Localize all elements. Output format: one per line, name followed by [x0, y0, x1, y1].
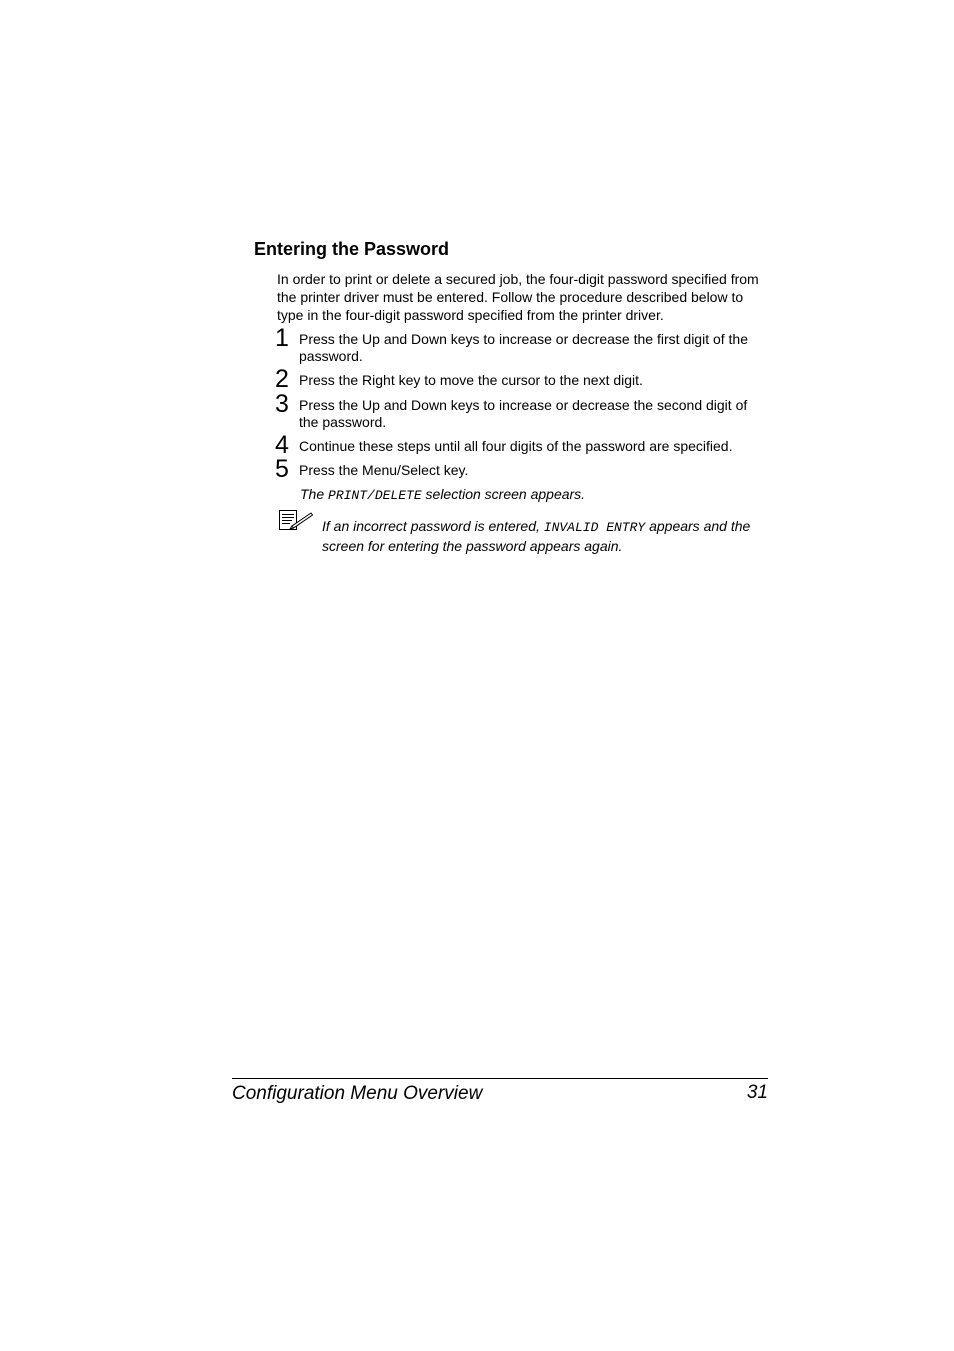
step-number: 1 — [275, 324, 289, 352]
step-number: 5 — [275, 455, 289, 483]
note-prefix: If an incorrect password is entered, — [322, 518, 540, 534]
result-suffix: selection screen appears. — [425, 486, 586, 502]
note-text — [322, 517, 770, 555]
step-result — [300, 485, 585, 505]
result-prefix: The — [300, 486, 325, 502]
section-title: Entering the Password — [254, 239, 450, 259]
result-code: PRINT/DELETE — [328, 488, 422, 503]
note-suffix: appears and the screen for entering the password appears again. — [322, 518, 751, 554]
step-number: 2 — [275, 365, 289, 393]
step-text: Press the Up and Down keys to increase or decrease the second digit of the password. — [299, 397, 748, 430]
intro-paragraph: In order to print or delete a secured job, the four-digit password specified from the printer driver must be entered. Follow the procedure described below to type in the four-digit password specified from the printer driver. — [277, 271, 759, 323]
step-text: Press the Up and Down keys to increase or decrease the first digit of the password. — [299, 331, 749, 364]
step-number: 3 — [275, 390, 289, 418]
step-text: Press the Menu/Select key. — [299, 462, 469, 478]
note-code: INVALID ENTRY — [543, 520, 646, 535]
note-pencil-icon — [278, 509, 314, 531]
step-text: Continue these steps until all four digits of the password are specified. — [299, 438, 733, 454]
footer-title: Configuration Menu Overview — [232, 1083, 483, 1104]
step-number: 4 — [275, 431, 289, 459]
step-text: Press the Right key to move the cursor to the next digit. — [299, 372, 643, 388]
page-number: 31 — [746, 1082, 768, 1103]
footer-divider — [232, 1078, 768, 1079]
